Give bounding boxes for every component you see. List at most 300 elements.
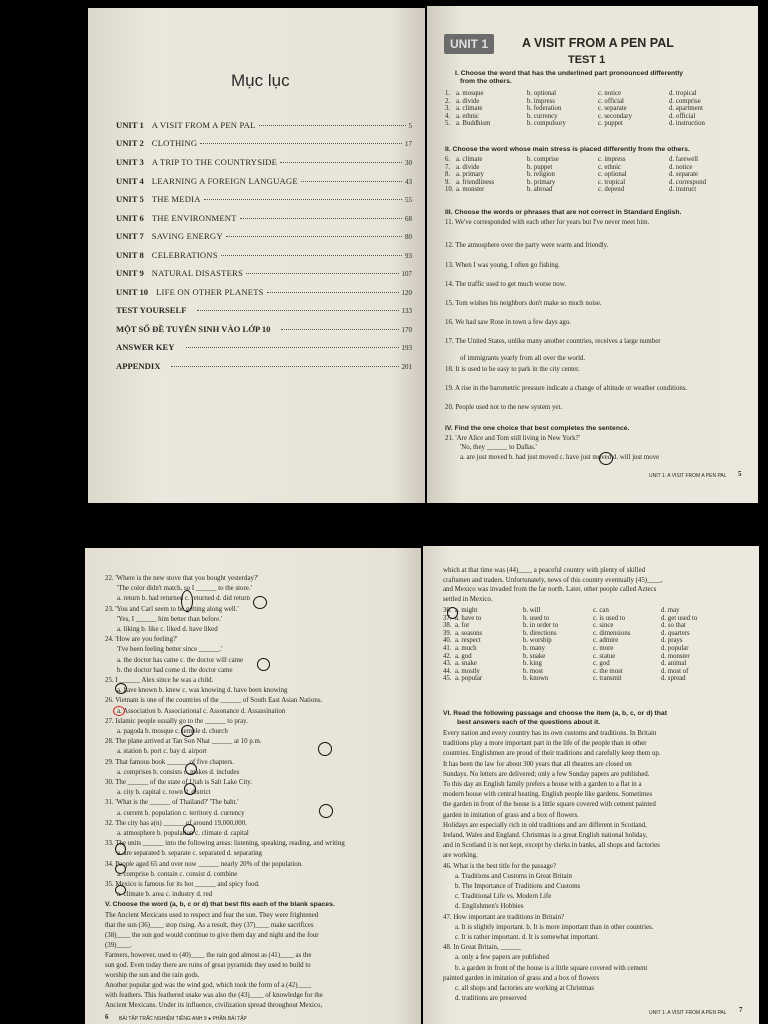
- option-cell: b. directions: [523, 629, 557, 637]
- question-line: 26. Vietnam is one of the countries of the ______ of South East Asian Nations.: [105, 697, 323, 705]
- option-cell: 40.: [443, 637, 452, 645]
- option-cell: a. might: [455, 607, 478, 614]
- section-1-options: [445, 90, 749, 128]
- passage-line: countries. Englishmen are proud of their traditions and carefully keep them up.: [443, 750, 661, 758]
- option-cell: d. spread: [661, 675, 686, 683]
- toc-title: A TRIP TO THE COUNTRYSIDE: [151, 157, 278, 167]
- toc-unit: UNIT 7: [116, 231, 144, 241]
- question-line: a. pagoda b. mosque c. temple d. church: [117, 728, 228, 735]
- option-cell: 38.: [443, 622, 452, 630]
- option-cell: a. climate: [456, 156, 483, 163]
- option-cell: a. ethnic: [456, 112, 480, 120]
- option-cell: d. may: [661, 607, 680, 614]
- question-18: 18. It is used to be easy to park in the city center.: [445, 366, 580, 373]
- toc-leader: [226, 236, 402, 237]
- option-row: [443, 630, 741, 638]
- option-row: [443, 645, 741, 653]
- question-line: a. return b. had returned c. returned d. did return: [117, 595, 250, 603]
- page-number: 6: [105, 1014, 109, 1021]
- pen-circle-mark: [181, 725, 194, 737]
- option-cell: d. instruct: [669, 186, 697, 194]
- question-line: a. Association b. Associational c. Assonance d. Assassination: [117, 707, 286, 715]
- passage-line: modern house with central heating. English people like gardens. Sometimes: [443, 791, 653, 799]
- toc-row: [116, 157, 412, 170]
- option-cell: d. farewell: [669, 156, 699, 163]
- option-cell: a. divide: [456, 97, 480, 105]
- passage-line: painted garden in imitation of grass and a box of flowers: [443, 974, 600, 982]
- toc-unit: TEST YOURSELF: [116, 305, 187, 315]
- passage-line: Holidays are especially rich in old traditions and are different in Scotland,: [443, 821, 647, 829]
- passage-line: Farmers, however, used to (40)____ the rain god almost as (41)____ as the: [105, 952, 312, 959]
- question-line: a. climate b. area c. industry d. red: [117, 891, 213, 899]
- pen-circle-mark: [115, 683, 127, 694]
- pen-circle-mark: [318, 742, 332, 756]
- option-cell: b. most: [523, 667, 544, 675]
- option-cell: b. puppet: [527, 163, 553, 171]
- toc-unit: APPENDIX: [116, 361, 161, 371]
- passage-line: c. Traditional Life vs. Modern Life: [455, 893, 552, 901]
- option-cell: d. popular: [661, 644, 689, 652]
- option-cell: c. ethnic: [598, 163, 622, 171]
- option-row: [443, 607, 741, 615]
- option-cell: a. popular: [455, 675, 483, 683]
- toc-leader: [281, 329, 398, 330]
- section-4-heading: IV. Find the one choice that best completes the sentence.: [445, 425, 630, 432]
- passage-line: a. Traditions and Customs in Great Britain: [455, 872, 572, 880]
- option-cell: a. friendliness: [456, 178, 495, 186]
- passage-line: and Mexico was invaded from the far north. Later, other people called Aztecs: [443, 586, 657, 593]
- option-cell: 36.: [443, 607, 452, 614]
- option-cell: c. notice: [598, 90, 622, 97]
- passage-line: 46. What is the best title for the passage?: [443, 862, 556, 870]
- option-cell: c. secondary: [598, 112, 632, 120]
- option-cell: c. depend: [598, 186, 625, 194]
- question-line: 25. I ______ Alex since he was a child.: [105, 677, 214, 684]
- option-cell: d. animal: [661, 660, 687, 668]
- option-cell: 45.: [443, 675, 452, 683]
- option-row: [445, 113, 749, 121]
- option-cell: a. primary: [456, 171, 484, 179]
- option-cell: d. monster: [661, 652, 690, 660]
- option-cell: 43.: [443, 660, 452, 668]
- toc-unit: UNIT 10: [116, 287, 149, 297]
- passage-line: Ancient Mexicans. Under its influence, civilization spread throughout Mexico,: [105, 1002, 323, 1009]
- toc-leader: [200, 143, 402, 144]
- passage-line: Another popular god was the wind god, which took the form of a (42)____: [105, 982, 312, 989]
- section-2-options: [445, 156, 749, 194]
- question-16: 16. We had saw Rose in town a few days ago.: [445, 319, 572, 326]
- option-cell: b. impress: [527, 97, 555, 105]
- question-line: a. have known b. knew c. was knowing d. have been knowing: [117, 687, 288, 695]
- question-line: a. comprises b. consists c. makes d. includes: [117, 768, 240, 776]
- pen-circle-mark: [184, 783, 196, 795]
- toc-unit: UNIT 1: [116, 120, 144, 130]
- question-line: 27. Islamic people usually go to the ______ to pray.: [105, 717, 248, 725]
- toc-page: 193: [401, 344, 412, 352]
- passage-line: traditions play a more important part in the life of the people than in other: [443, 740, 647, 748]
- option-row: [443, 615, 741, 623]
- option-cell: c. can: [593, 607, 609, 614]
- option-cell: d. notice: [669, 163, 693, 171]
- option-cell: b. worship: [523, 637, 552, 645]
- option-cell: b. will: [523, 607, 541, 614]
- section-1-heading: I. Choose the word that has the underlined part pronounced differently: [455, 70, 684, 77]
- option-cell: b. known: [523, 675, 549, 683]
- page-footer: UNIT 1: A VISIT FROM A PEN PAL: [649, 1010, 727, 1016]
- test-heading: TEST 1: [568, 54, 606, 66]
- option-cell: b. king: [523, 660, 542, 668]
- toc-page: 93: [405, 252, 412, 260]
- pen-circle-mark: [115, 864, 126, 874]
- option-cell: 42.: [443, 652, 452, 660]
- section-3-heading: III. Choose the words or phrases that are not correct in Standard English.: [445, 209, 682, 216]
- option-cell: b. federation: [527, 105, 562, 113]
- option-row: [443, 660, 741, 668]
- option-cell: d. most of: [661, 667, 689, 675]
- question-20: 20. People used not to the new system yet.: [445, 404, 563, 411]
- pen-circle-mark: [319, 804, 333, 818]
- passage-line: that the sun (36)____ stop rising. As a result, they (37)____ make sacrifices: [105, 922, 314, 929]
- option-cell: b. snake: [523, 652, 546, 660]
- question-line: a. city b. capital c. town d. district: [117, 789, 211, 797]
- question-line: 34. People aged 65 and over now ______ nearly 20% of the population.: [105, 860, 303, 868]
- pen-circle-mark: [447, 607, 458, 619]
- question-line: 33. The units ______ into the following areas: listening, speaking, reading, and writing: [105, 840, 345, 848]
- option-cell: b. compulsory: [527, 120, 566, 128]
- toc-row: [116, 120, 412, 133]
- question-line: 28. The plane arrived at Tan Son Nhat ______ at 10 p.m.: [105, 738, 262, 746]
- option-cell: 9.: [445, 178, 451, 186]
- unit-title: A VISIT FROM A PEN PAL: [522, 36, 674, 50]
- page-7: [423, 546, 759, 1024]
- option-cell: 37.: [443, 614, 452, 622]
- question-line: 'The color didn't match, so I ______ to the store.': [117, 585, 252, 593]
- option-cell: b. primary: [527, 178, 556, 186]
- option-cell: 4.: [445, 112, 451, 120]
- toc-unit: UNIT 4: [116, 176, 144, 186]
- toc-leader: [221, 255, 402, 256]
- toc-leader: [186, 347, 399, 348]
- toc-title: THE ENVIRONMENT: [151, 213, 237, 223]
- passage-line: worship the sun and the rain gods.: [105, 972, 200, 979]
- option-cell: c. tropical: [598, 178, 626, 186]
- toc-page: [88, 8, 425, 503]
- option-cell: 6.: [445, 156, 451, 163]
- option-cell: d. correspond: [669, 178, 706, 186]
- toc-unit: UNIT 8: [116, 250, 144, 260]
- option-cell: b. optional: [527, 90, 557, 97]
- toc-title: LIFE ON OTHER PLANETS: [156, 287, 264, 297]
- question-line: 24. 'How are you feeling?': [105, 636, 178, 644]
- question-line: 'I've been feeling better since ______.': [117, 646, 223, 654]
- questions-36-45-options: [443, 607, 741, 683]
- toc-unit: UNIT 3: [116, 157, 144, 167]
- option-cell: d. prays: [661, 637, 683, 645]
- pen-circle-mark: [185, 763, 197, 775]
- passage-line: (39)____.: [105, 942, 132, 949]
- passage-line: The Ancient Mexicans used to respect and fear the sun. They were frightened: [105, 912, 319, 919]
- toc-unit: UNIT 9: [116, 268, 144, 278]
- option-row: [443, 637, 741, 645]
- option-row: [445, 179, 749, 187]
- toc-leader: [171, 366, 398, 367]
- option-row: [445, 105, 749, 113]
- question-line: a. atmosphere b. population c. climate d. capital: [117, 830, 249, 837]
- option-cell: a. much: [455, 644, 477, 652]
- question-21-reply: 'No, they ______ to Dallas.': [460, 444, 537, 451]
- question-line: 'Yes, I ______ him better than before.': [117, 615, 223, 623]
- passage-line: It has been the law for about 300 years that all theatres are closed on: [443, 760, 632, 768]
- option-cell: c. since: [593, 622, 614, 630]
- toc-title: CLOTHING: [151, 138, 198, 148]
- question-line: a. are separated b. separate c. separated d. separating: [117, 850, 263, 858]
- option-cell: d. official: [669, 112, 696, 120]
- passage-line: b. a garden in front of the house is a little square covered with cement: [455, 964, 648, 972]
- question-13: 13. When I was young, I often go fishing.: [445, 262, 560, 269]
- toc-row: [116, 342, 412, 355]
- passage-line: Ireland, Wales and England. Christmas is a great English national holiday,: [443, 832, 648, 839]
- option-cell: 41.: [443, 644, 452, 652]
- passage-line: d. Englishmen's Hobbies: [455, 903, 524, 911]
- toc-unit: ANSWER KEY: [116, 342, 175, 352]
- option-cell: a. god: [455, 652, 472, 660]
- pen-circle-mark: [181, 590, 193, 612]
- passage-line: garden in imitation of grass and a box of flowers.: [443, 811, 579, 819]
- option-cell: b. abroad: [527, 186, 553, 194]
- option-cell: b. currency: [527, 112, 558, 120]
- option-cell: a. mostly: [455, 667, 480, 675]
- option-cell: a. seasons: [455, 629, 483, 637]
- section-6-heading-cont: best answers each of the questions about it.: [457, 719, 601, 726]
- toc-title: LEARNING A FOREIGN LANGUAGE: [151, 176, 298, 186]
- passage-line: 47. How important are traditions in Britain?: [443, 913, 565, 921]
- option-row: [445, 90, 749, 98]
- toc-row: [116, 287, 412, 300]
- option-cell: c. official: [598, 97, 624, 105]
- option-cell: b. many: [523, 644, 545, 652]
- question-line: a. comprise b. contain c. consist d. combine: [117, 870, 238, 878]
- passage-line: and in Scotland it is not kept, except by clerks in banks, all shops and factories: [443, 842, 660, 850]
- option-cell: d. separate: [669, 171, 699, 179]
- toc-title: CELEBRATIONS: [151, 250, 218, 260]
- question-line: b. the doctor had come d. the doctor came: [117, 666, 233, 674]
- pen-circle-mark: [257, 658, 270, 671]
- passage-line: craftsmen and traders. Unfortunately, news of this country eventually (45)____,: [443, 576, 663, 584]
- option-cell: c. impress: [598, 156, 626, 163]
- option-cell: d. get used to: [661, 614, 698, 622]
- toc-page: 170: [401, 326, 412, 334]
- option-cell: a. for: [455, 622, 470, 630]
- pen-circle-mark: [115, 843, 126, 855]
- question-line: 23. 'You and Carl seem to be getting along well.': [105, 605, 239, 613]
- question-17-cont: of immigrants yearly from all over the world.: [460, 355, 586, 362]
- passage-line: the garden in front of the house is a little square covered with cement painted: [443, 801, 656, 809]
- option-cell: a. mosque: [456, 90, 484, 97]
- passage-line: b. The Importance of Traditions and Customs: [455, 883, 581, 890]
- option-row: [443, 653, 741, 661]
- option-cell: a. have to: [455, 614, 482, 622]
- option-cell: c. optional: [598, 171, 627, 179]
- option-cell: d. so that: [661, 622, 686, 630]
- option-cell: c. statue: [593, 652, 616, 660]
- toc-leader: [301, 181, 402, 182]
- toc-unit: MỘT SỐ ĐỀ TUYỂN SINH VÀO LỚP 10: [116, 324, 271, 334]
- section-1-heading-cont: from the others.: [460, 78, 512, 85]
- passage-line: a. only a few papers are published: [455, 954, 549, 962]
- passage-line: with feathers. This feathered snake was also the (43)____ of knowledge for the: [105, 992, 323, 999]
- question-21: 21. 'Are Alice and Tom still living in New York?': [445, 435, 580, 442]
- option-cell: d. apartment: [669, 105, 703, 113]
- option-row: [445, 98, 749, 106]
- option-cell: a. monster: [456, 186, 485, 194]
- passage-line: which at that time was (44)____ a peaceful country with plenty of skilled: [443, 567, 646, 574]
- toc-unit: UNIT 5: [116, 194, 144, 204]
- toc-leader: [259, 125, 406, 126]
- pen-circle-mark: [253, 596, 267, 609]
- passage-line: Sundays. No letters are delivered; only a few Sunday papers are published.: [443, 770, 650, 778]
- option-row: [445, 164, 749, 172]
- toc-row: [116, 268, 412, 281]
- passage-line: d. traditions are preserved: [455, 995, 527, 1003]
- toc-row: [116, 324, 412, 337]
- toc-page: 17: [405, 140, 412, 148]
- option-cell: c. more: [593, 644, 614, 652]
- option-row: [443, 622, 741, 630]
- option-row: [445, 156, 749, 164]
- toc-title: THE MEDIA: [151, 194, 201, 204]
- page-6: [85, 548, 421, 1024]
- section-6-heading: VI. Read the following passage and choose the item (a, b, c, or d) that: [443, 710, 667, 717]
- toc-leader: [280, 162, 402, 163]
- toc-title: SAVING ENERGY: [151, 231, 223, 241]
- option-cell: a. Buddhism: [456, 120, 491, 128]
- question-19: 19. A rise in the barometric pressure indicate a change of altitude or weather conditions.: [445, 385, 688, 392]
- section-2-heading: II. Choose the word whose main stress is placed differently from the others.: [445, 146, 690, 153]
- option-row: [445, 120, 749, 128]
- option-cell: b. used to: [523, 614, 550, 622]
- question-line: a. the doctor has came c. the doctor will came: [117, 656, 244, 664]
- toc-page: 68: [405, 215, 412, 223]
- option-cell: c. the most: [593, 667, 623, 675]
- question-line: 31. 'What is the ______ of Thailand?' 'The baht.': [105, 799, 239, 807]
- option-cell: b. in order to: [523, 622, 559, 630]
- option-cell: 5.: [445, 120, 451, 128]
- question-line: a. current b. population c. territory d. currency: [117, 809, 245, 817]
- toc-row: [116, 194, 412, 207]
- option-cell: 3.: [445, 105, 451, 113]
- passage-line: Every nation and every country has its own customs and traditions. In Britain: [443, 730, 657, 737]
- question-line: 30. The ______ of the state of Utah is Salt Lake City.: [105, 779, 252, 786]
- question-11: 11. We've corresponded with each other for years but I've never meet him.: [445, 219, 650, 226]
- pen-circle-mark: [599, 452, 613, 465]
- option-cell: 8.: [445, 171, 451, 179]
- passage-line: To this day an English family prefers a house with a garden to a flat in a: [443, 781, 642, 788]
- toc-page: 43: [405, 178, 412, 186]
- section-5-heading: V. Choose the word (a, b, c or d) that best fits each of the blank spaces.: [105, 901, 335, 908]
- toc-title: Mục lục: [231, 71, 290, 90]
- option-cell: d. tropical: [669, 90, 697, 97]
- question-12: 12. The atmosphere over the party were warm and friendly.: [445, 242, 609, 249]
- option-row: [443, 668, 741, 676]
- question-line: 29. That famous book ______ of five chapters.: [105, 758, 235, 766]
- toc-page: 55: [405, 196, 412, 204]
- passage-line: settled in Mexico.: [443, 595, 493, 603]
- pen-circle-mark: [183, 824, 195, 835]
- option-cell: 2.: [445, 97, 451, 105]
- toc-title: NATURAL DISASTERS: [151, 268, 243, 278]
- page-number: 5: [738, 471, 742, 478]
- toc-row: [116, 361, 412, 374]
- question-15: 15. Tom wishes his neighbors don't make so much noise.: [445, 300, 602, 307]
- toc-unit: UNIT 2: [116, 138, 144, 148]
- option-cell: 39.: [443, 629, 452, 637]
- unit-badge: UNIT 1: [444, 34, 494, 54]
- toc-page: 30: [405, 159, 412, 167]
- option-cell: c. separate: [598, 105, 627, 113]
- toc-page: 201: [401, 363, 412, 371]
- question-21-options: a. are just moved b. had just moved c. have just moved d. will just move: [460, 454, 660, 461]
- toc-page: 133: [401, 307, 412, 315]
- question-14: 14. The traffic used to get much worse now.: [445, 281, 567, 288]
- option-cell: c. admire: [593, 637, 619, 645]
- toc-leader: [246, 273, 399, 274]
- option-cell: 10.: [445, 186, 454, 194]
- toc-title: A VISIT FROM A PEN PAL: [151, 120, 256, 130]
- question-line: 22. 'Where is the new stove that you bought yesterday?': [105, 575, 259, 582]
- toc-page: 120: [401, 289, 412, 297]
- toc-leader: [204, 199, 402, 200]
- option-cell: 1.: [445, 90, 451, 97]
- option-cell: a. climate: [456, 105, 483, 113]
- option-cell: d. instruction: [669, 120, 705, 128]
- option-cell: d. comprise: [669, 97, 701, 105]
- option-cell: c. puppet: [598, 120, 623, 128]
- passage-line: are working.: [443, 852, 478, 860]
- pen-circle-mark: [113, 706, 125, 716]
- option-row: [445, 186, 749, 194]
- toc-page: 80: [405, 233, 412, 241]
- passage-line: 48. In Great Britain, ______: [443, 944, 522, 952]
- passage-line: c. all shops and factories are working at Christmas: [455, 985, 595, 992]
- page-footer: BÀI TẬP TRẮC NGHIỆM TIẾNG ANH 9 ● PHẦN BÀI TẬP: [119, 1016, 247, 1022]
- toc-row: [116, 250, 412, 263]
- option-cell: 7.: [445, 163, 451, 171]
- question-line: a. liking b. like c. liked d. have liked: [117, 626, 218, 633]
- option-cell: c. transmit: [593, 675, 622, 683]
- option-row: [443, 675, 741, 683]
- question-line: a. station b. port c. bay d. airport: [117, 748, 207, 756]
- option-cell: a. respect: [455, 637, 481, 645]
- option-row: [445, 171, 749, 179]
- toc-row: [116, 138, 412, 151]
- toc-page: 5: [408, 122, 412, 130]
- question-17: 17. The United States, unlike many another countries, receives a large number: [445, 338, 661, 345]
- passage-line: (38)____ the sun god would continue to give them day and night and the four: [105, 932, 319, 939]
- pen-circle-mark: [115, 885, 126, 895]
- option-cell: a. snake: [455, 660, 477, 668]
- toc-row: [116, 231, 412, 244]
- option-cell: 44.: [443, 667, 452, 675]
- toc-page: 107: [401, 270, 412, 278]
- toc-leader: [197, 310, 398, 311]
- passage-line: c. It is rather important. d. It is somewhat important.: [455, 934, 600, 941]
- toc-row: [116, 213, 412, 226]
- question-line: 35. Mexico is famous for its hot ______ and spicy food.: [105, 881, 260, 888]
- toc-leader: [240, 218, 402, 219]
- toc-leader: [267, 292, 399, 293]
- option-cell: a. divide: [456, 163, 480, 171]
- passage-line: a. It is slightly important. b. It is more important than in other countries.: [455, 923, 654, 931]
